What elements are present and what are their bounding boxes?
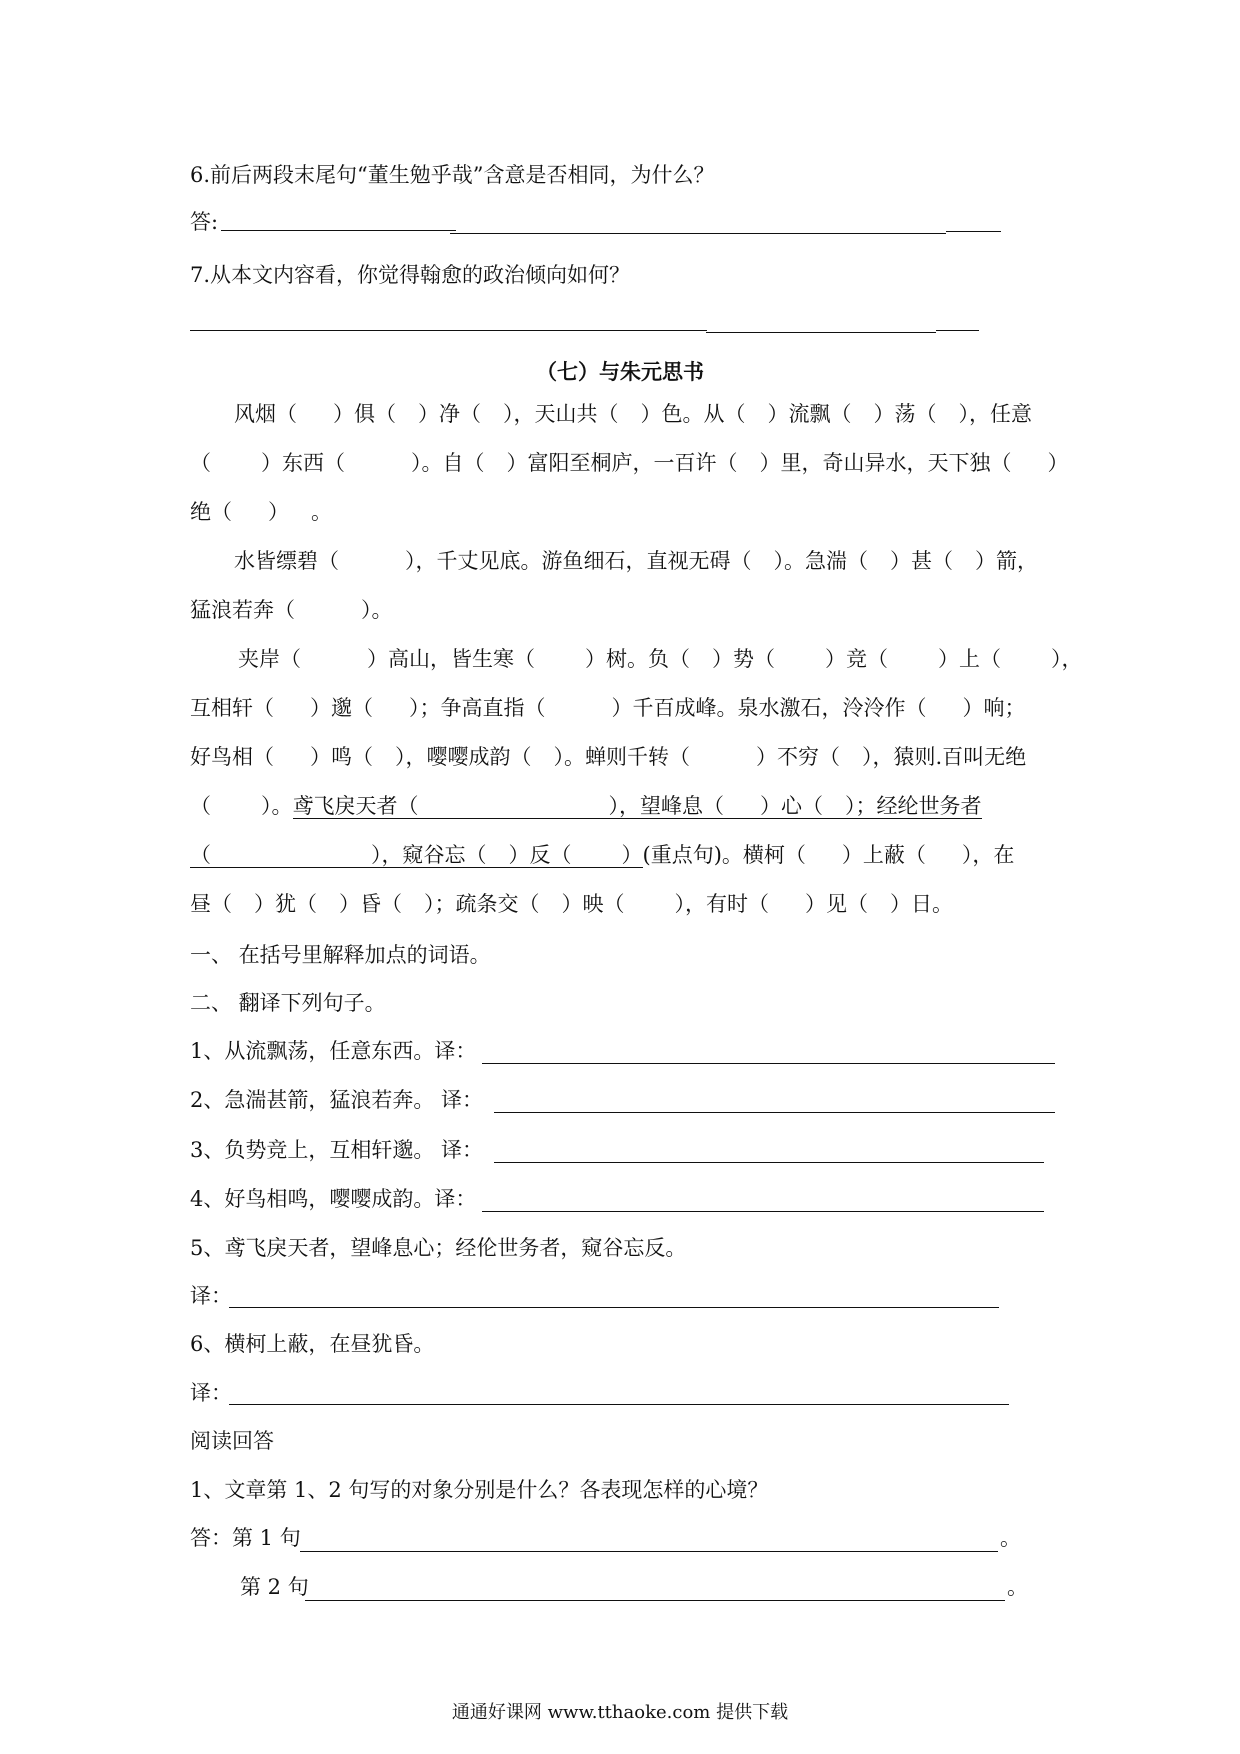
passage-line-9: （ ）。鸢飞戾天者（ ），望峰息（ ）心（ ）；经纶世务者 [190,794,982,818]
passage-line-5: 猛浪若奔（ ）。 [190,598,393,622]
reading-question-1: 1、文章第 1、2 句写的对象分别是什么？各表现怎样的心境？ [190,1478,769,1502]
footer-download-note: 通通好课网 www.tthaoke.com 提供下载 [451,1702,789,1723]
question-7: 7.从本文内容看，你觉得翰愈的政治倾向如何？ [190,263,631,287]
task-2: 二、 翻译下列句子。 [190,991,386,1015]
translate-1: 1、从流飘荡，任意东西。译： [190,1039,477,1063]
answer-line [494,1112,1055,1113]
passage-line-1: 风烟（ ）俱（ ）净（ ），天山共（ ）色。从（ ）流飘（ ）荡（ ），任意 [234,402,1032,426]
answer-line [450,233,946,234]
answer-line [221,230,456,231]
passage-line-8: 好鸟相（ ）鸣（ ），嘤嘤成韵（ ）。蝉则千转（ ）不穷（ ），猿则.百叫无绝 [190,745,1027,769]
reading-answer-2: 第 2 句 [240,1575,309,1599]
passage-line-11: 昼（ ）犹（ ）昏（ ）；疏条交（ ）映（ ），有时（ ）见（ ）日。 [190,892,953,916]
period: 。 [1000,1526,1021,1550]
passage-line-6: 夹岸（ ）高山，皆生寒（ ）树。负（ ）势（ ）竞（ ）上（ ）， [238,647,1083,671]
translate-4: 4、好鸟相鸣，嘤嘤成韵。译： [190,1187,477,1211]
translate-5: 5、鸢飞戾天者，望峰息心；经伦世务者，窥谷忘反。 [190,1236,687,1260]
translate-2: 2、急湍甚箭，猛浪若奔。 译： [190,1088,484,1112]
answer-line [305,1600,1005,1601]
period: 。 [1007,1575,1028,1599]
answer-line [482,1211,1044,1212]
passage-line-7: 互相轩（ ）邈（ ）；争高直指（ ）千百成峰。泉水激石，泠泠作（ ）响； [190,696,1026,720]
translate-6-label: 译： [190,1381,232,1405]
answer-line [229,1307,999,1308]
answer-line [936,330,979,331]
passage-line-4: 水皆缥碧（ ），千丈见底。游鱼细石，直视无碍（ ）。急湍（ ）甚（ ）箭， [234,549,1038,573]
passage-line-10: （ ），窥谷忘（ ）反（ ）(重点句)。横柯（ ）上蔽（ ），在 [190,843,1015,867]
section-title: （七）与朱元思书 [536,360,704,384]
translate-5-label: 译： [190,1284,232,1308]
key-sentence-underline: 鸢飞戾天者（ ），望峰息（ ）心（ ）；经纶世务者 [292,794,982,818]
reading-answer-1: 答：第 1 句 [190,1526,301,1550]
answer-line [300,1551,998,1552]
translate-3: 3、负势竞上，互相轩邈。 译： [190,1138,484,1162]
passage-line-2: （ ）东西（ ）。自（ ）富阳至桐庐，一百许（ ）里，奇山异水，天下独（ ） [190,451,1069,475]
task-1: 一、 在括号里解释加点的词语。 [190,943,491,967]
question-6-answer-label: 答: [190,210,219,234]
answer-line [229,1404,1009,1405]
question-6: 6.前后两段末尾句“董生勉乎哉”含意是否相同，为什么？ [190,163,715,187]
answer-line [706,332,936,333]
translate-6: 6、横柯上蔽，在昼犹昏。 [190,1332,435,1356]
passage-line-3: 绝（ ） 。 [190,500,332,524]
answer-line [494,1162,1044,1163]
answer-line [946,231,1001,232]
answer-line [190,330,707,331]
reading-heading: 阅读回答 [190,1429,274,1453]
answer-line [482,1063,1055,1064]
key-sentence-underline: （ ），窥谷忘（ ）反（ ） [190,843,643,867]
